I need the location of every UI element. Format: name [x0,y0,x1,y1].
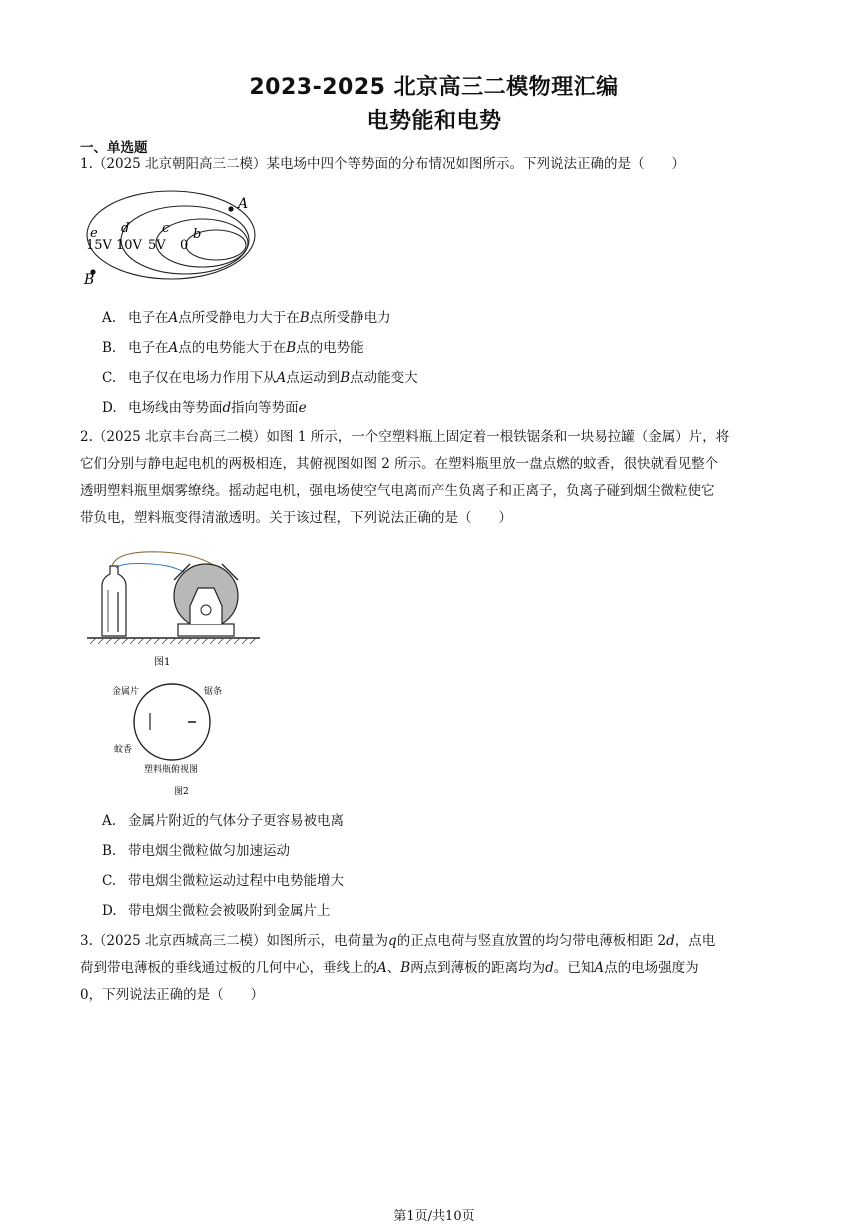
question-text: ，点电 [674,933,716,949]
question-3 [80,928,790,1009]
option-text: 点的电势能大于在 [178,340,287,356]
option-text: 点所受静电力大于在 [178,310,300,326]
label-c: c [162,221,170,236]
option-key: A. [102,813,117,829]
q2-option-c[interactable] [102,871,344,891]
option-text: 带电烟尘微粒运动过程中电势能增大 [128,873,344,889]
option-text: 电子在 [128,310,169,326]
question-2 [80,424,790,532]
document-title: 2023-2025 北京高三二模物理汇编 [249,75,619,100]
figure-2-caption: 图2 [174,787,189,797]
option-text: 带电烟尘微粒做匀加速运动 [128,843,290,859]
q1-option-c[interactable] [102,368,418,388]
question-stem-line: 透明塑料瓶里烟雾缭绕。摇动起电机，强电场使空气电离而产生负离子和正离子，负离子碰到烟尘微粒使它 [80,483,715,499]
option-key: B. [102,843,117,859]
option-text: 点运动到 [286,370,341,386]
question-stem-line: 带负电，塑料瓶变得清澈透明。关于该过程，下列说法正确的是（ ） [80,510,512,526]
question-text: 点的电场强度为 [604,960,699,976]
point-a-dot [228,206,233,211]
question-text: 的正点电荷与竖直放置的均匀带电薄板相距 2 [396,933,667,949]
question-text: 两点到薄板的距离均为 [410,960,546,976]
bottle-label: 塑料瓶俯视图 [144,765,199,775]
q2-option-a[interactable] [102,811,344,831]
question-source: （2025 北京丰台高三二模） [92,429,267,445]
generator-crank [201,605,211,615]
option-text: 点的电势能 [296,340,364,356]
option-text: 带电烟尘微粒会被吸附到金属片上 [128,903,331,919]
q1-option-d[interactable] [102,398,307,418]
option-key: C. [102,873,117,889]
plastic-bottle [102,566,126,636]
q2-option-b[interactable] [102,841,290,861]
question-number: 3. [80,933,93,949]
equipotential-c [156,219,248,267]
option-text: 金属片附近的气体分子更容易被电离 [128,813,344,829]
option-text: 指向等势面 [231,400,299,416]
var-a: A [377,960,387,976]
bottle-outline [134,684,210,760]
figure-1-apparatus [82,548,267,668]
label-b: b [193,227,202,242]
potential-10v: 10V [116,238,142,253]
var-b: B [400,960,411,976]
coil-label: 蚊香 [114,745,133,755]
option-var: B [299,310,310,326]
option-var: B [340,370,351,386]
var-a: A [594,960,605,976]
question-source: （2025 北京西城高三二模） [92,933,267,949]
var-q: q [388,933,397,949]
metal-sheet-label: 金属片 [112,687,140,697]
potential-5v: 5V [148,238,166,253]
option-text: 电子在 [128,340,169,356]
option-text: 点动能变大 [350,370,418,386]
option-var: d [222,400,232,416]
potential-15v: 15V [86,238,112,253]
q1-option-b[interactable] [102,338,364,358]
question-stem: 某电场中四个等势面的分布情况如图所示。下列说法正确的是（ ） [266,156,686,172]
option-text: 电子仅在电场力作用下从 [128,370,277,386]
option-key: D. [102,400,117,416]
question-stem-line: 如图 1 所示，一个空塑料瓶上固定着一根铁锯条和一块易拉罐（金属）片，将 [266,429,730,445]
equipotential-figure [78,185,263,290]
point-a-label: A [238,196,249,212]
option-key: A. [102,310,117,326]
q2-option-d[interactable] [102,901,331,921]
option-key: C. [102,370,117,386]
question-1 [80,151,790,178]
question-text: 。已知 [553,960,595,976]
equipotential-e [87,191,255,279]
question-stem-line: 它们分别与静电起电机的两极相连，其俯视图如图 2 所示。在塑料瓶里放一盘点燃的蚊香，很快就看见整个 [80,456,719,472]
var-d: d [666,933,675,949]
option-text: 点所受静电力 [309,310,391,326]
figure-1-caption: 图1 [154,657,171,668]
section-heading: 一、单选题 [80,140,148,156]
option-var: B [286,340,297,356]
option-key: D. [102,903,117,919]
generator-base [178,624,234,636]
question-text: 荷到带电薄板的垂线通过板的几何中心，垂线上的 [80,960,377,976]
option-var: e [298,400,307,416]
option-var: A [168,340,179,356]
saw-label: 锯条 [204,687,223,697]
question-text: 、 [386,960,401,976]
question-text: 如图所示，电荷量为 [266,933,389,949]
question-number: 1. [80,156,93,172]
var-d: d [545,960,554,976]
question-number: 2. [80,429,93,445]
question-source: （2025 北京朝阳高三二模） [92,156,267,172]
option-var: A [168,310,179,326]
label-e: e [90,226,98,241]
option-key: B. [102,340,117,356]
potential-0: 0 [180,238,189,253]
figure-2-top-view [100,680,240,800]
option-var: A [276,370,287,386]
ground-hatching [90,638,256,644]
option-text: 电场线由等势面 [128,400,223,416]
q1-option-a[interactable] [102,308,391,328]
label-d: d [121,221,130,236]
point-b-label: B [84,272,95,288]
document-subtitle: 电势能和电势 [366,109,502,134]
question-text: 0，下列说法正确的是（ ） [80,987,265,1003]
page-number: 第1页/共10页 [393,1209,475,1224]
